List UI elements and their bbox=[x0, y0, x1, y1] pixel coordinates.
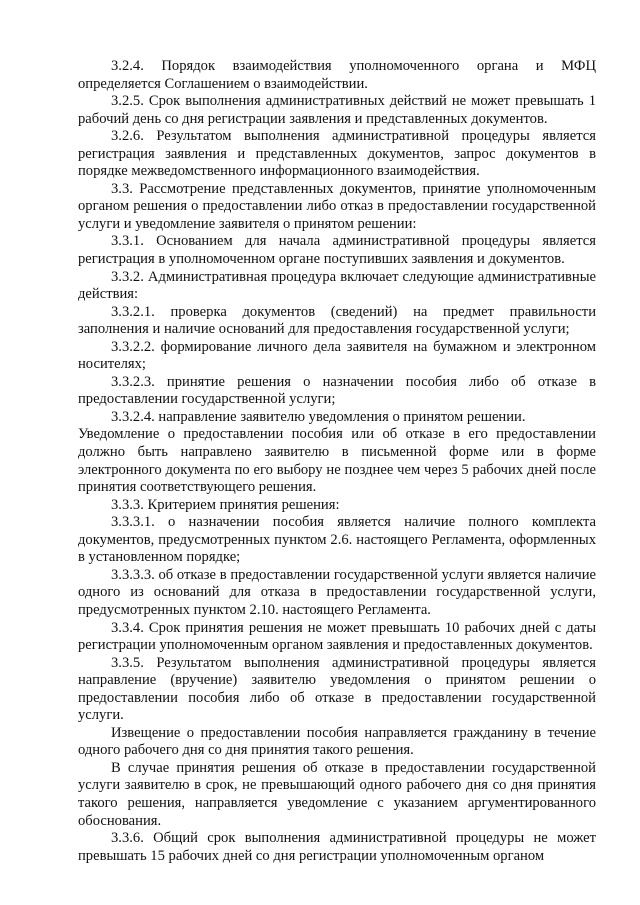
paragraph-3-2-4: 3.2.4. Порядок взаимодействия уполномоченного органа и МФЦ определяется Соглашением о взаимодействии. bbox=[78, 58, 596, 92]
paragraph-3-3-2-4: 3.3.2.4. направление заявителю уведомления о принятом решении. bbox=[111, 408, 526, 425]
paragraph-3-3-5: 3.3.5. Результатом выполнения административной процедуры является направление (вручение) заявителю уведомления о принятом решении о предоставлении пособия либо об отказе в предоставлении государственной услуги. bbox=[78, 654, 596, 724]
paragraph-3-3-2: 3.3.2. Административная процедура включает следующие административные действия: bbox=[78, 268, 596, 303]
paragraph-3-3-1: 3.3.1. Основанием для начала административной процедуры является регистрация в уполномоченном органе поступивших заявления и документов. bbox=[78, 233, 596, 268]
paragraph-3-3-6: 3.3.6. Общий срок выполнения административной процедуры не может превышать 15 рабочих дней со дня регистрации уполномоченным органом bbox=[78, 830, 596, 864]
paragraph-3-3: 3.3. Рассмотрение представленных документов, принятие уполномоченным органом решения о предоставлении либо отказ в предоставлении государственной услуги и уведомление заявителя о принятом решении: bbox=[78, 180, 596, 232]
paragraph-3-3-2-1: 3.3.2.1. проверка документов (сведений) на предмет правильности заполнения и наличие оснований для предоставления государственной услуги; bbox=[78, 303, 596, 338]
paragraph-benefit-notice: Извещение о предоставлении пособия направляется гражданину в течение одного рабочего дня со дня принятия такого решения. bbox=[78, 724, 596, 759]
paragraph-3-3-3-3: 3.3.3.3. об отказе в предоставлении государственной услуги является наличие одного из оснований для отказа в предоставлении государственной услуги, предусмотренных пунктом 2.10. настоящего Регламента. bbox=[78, 566, 596, 618]
paragraph-3-3-3: 3.3.3. Критерием принятия решения: bbox=[111, 496, 340, 513]
paragraph-3-3-2-3: 3.3.2.3. принятие решения о назначении пособия либо об отказе в предоставлении государственной услуги; bbox=[78, 373, 596, 408]
paragraph-notification: Уведомление о предоставлении пособия или об отказе в его предоставлении должно быть направлено заявителю в письменной форме или в форме электронного документа по его выбору не позднее чем через 5 рабочих дней после принятия соответствующего решения. bbox=[78, 426, 596, 496]
paragraph-3-3-4: 3.3.4. Срок принятия решения не может превышать 10 рабочих дней с даты регистрации уполномоченным органом заявления и предоставленных документов. bbox=[78, 619, 596, 654]
paragraph-3-3-3-1: 3.3.3.1. о назначении пособия является наличие полного комплекта документов, предусмотренных пунктом 2.6. настоящего Регламента, оформленных в установленном порядке; bbox=[78, 514, 596, 566]
paragraph-3-3-2-2: 3.3.2.2. формирование личного дела заявителя на бумажном и электронном носителях; bbox=[78, 338, 596, 373]
paragraph-3-2-6: 3.2.6. Результатом выполнения административной процедуры является регистрация заявления и представленных документов, запрос документов в порядке межведомственного информационного взаимодействия. bbox=[78, 128, 596, 180]
document-page bbox=[78, 58, 596, 865]
paragraph-3-2-5: 3.2.5. Срок выполнения административных действий не может превышать 1 рабочий день со дня регистрации заявления и представленных документов. bbox=[78, 93, 596, 127]
paragraph-refusal-notice: В случае принятия решения об отказе в предоставлении государственной услуги заявителю в срок, не превышающий одного рабочего дня со дня принятия такого решения, направляется уведомление с указанием аргументированного обоснования. bbox=[78, 759, 596, 829]
